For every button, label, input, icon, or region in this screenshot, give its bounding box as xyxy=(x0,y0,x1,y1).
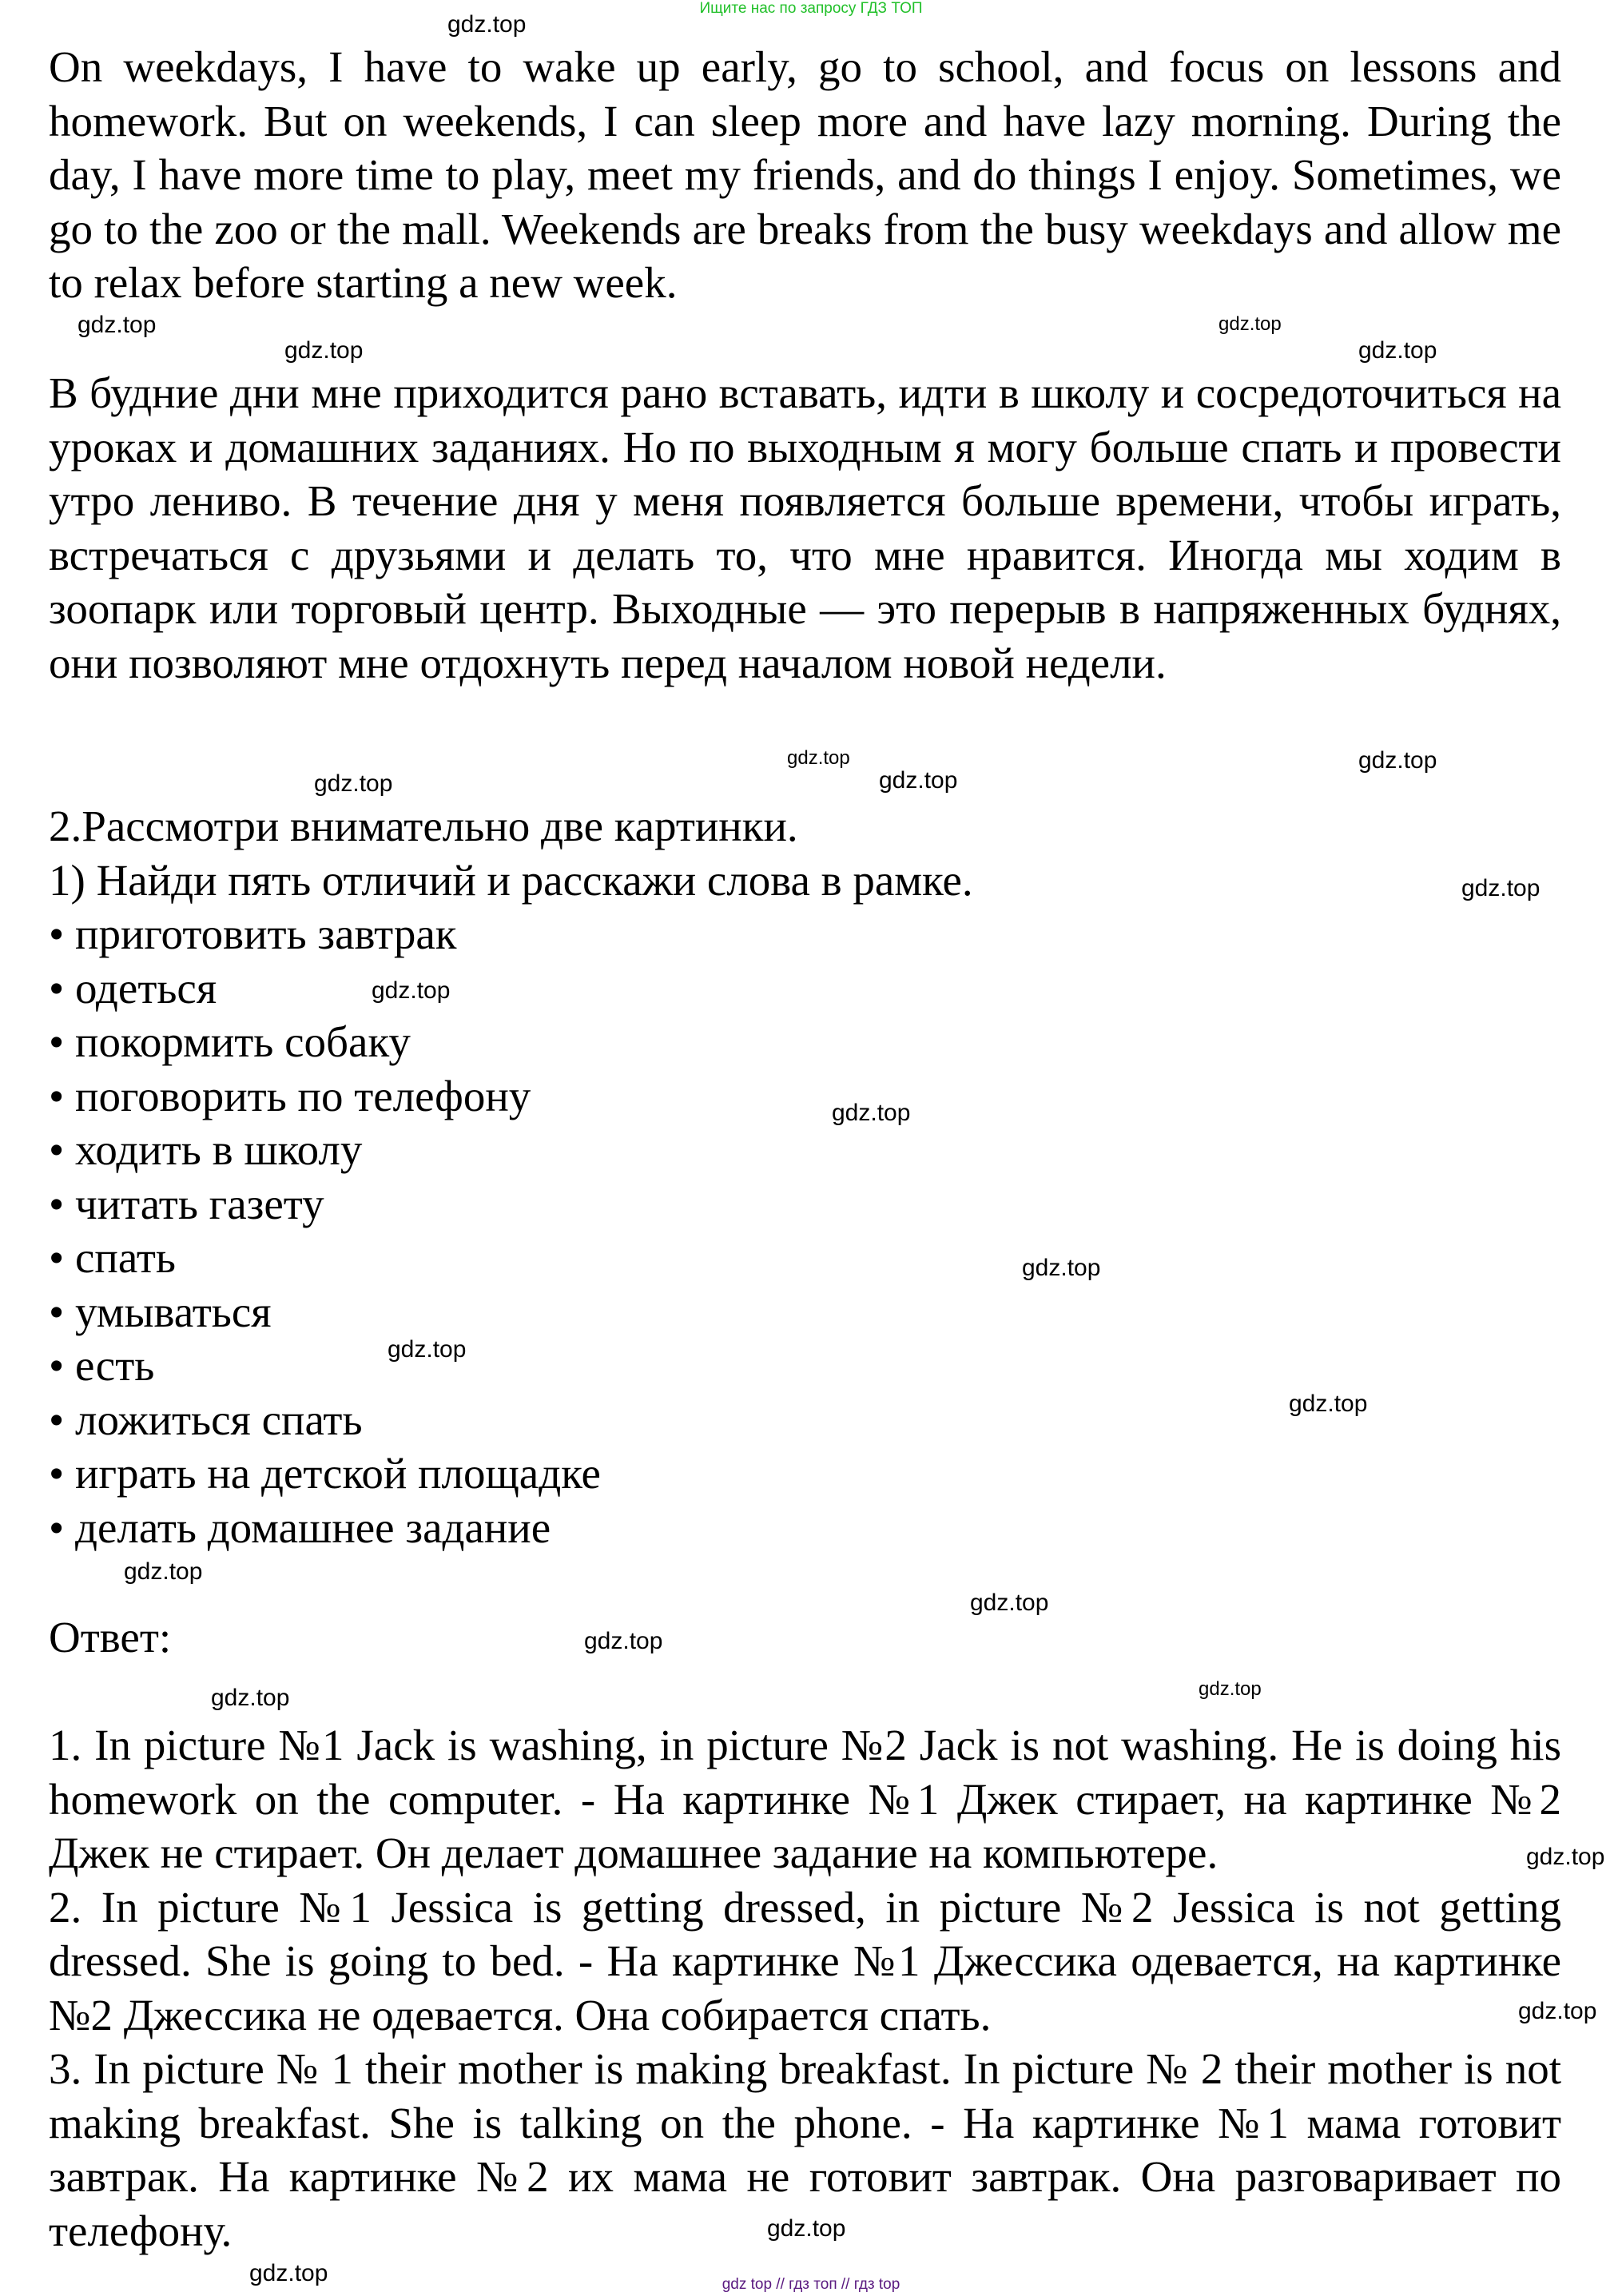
word-item: • покормить собаку xyxy=(49,1017,411,1066)
watermark: gdz.top xyxy=(1526,1844,1605,1870)
watermark: gdz.top xyxy=(1218,313,1282,335)
watermark: gdz.top xyxy=(124,1558,203,1585)
watermark: gdz.top xyxy=(284,337,364,364)
answers xyxy=(49,1718,1561,2258)
word-item: • ходить в школу xyxy=(49,1125,363,1174)
watermark: gdz.top xyxy=(767,2215,846,2242)
watermark: gdz.top xyxy=(1199,1678,1262,1700)
word-item: • есть xyxy=(49,1341,155,1390)
paragraph-russian: В будние дни мне приходится рано вставать, идти в школу и сосредоточиться на уроках и домашних заданиях. Но по выходным я могу больше спать и провести утро лениво. В течение дня у меня появляется больше времени, чтобы играть, встречаться с друзьями и делать то, что мне нравится. Иногда мы ходим в зоопарк или торговый центр. Выходные — это перерыв в напряженных буднях, они позволяют мне отдохнуть перед началом новой недели. xyxy=(49,368,1561,687)
watermark: gdz.top xyxy=(447,11,527,38)
watermark: gdz.top xyxy=(78,312,157,338)
watermark: gdz.top xyxy=(970,1590,1049,1616)
watermark: gdz.top xyxy=(372,977,451,1004)
word-item: • спать xyxy=(49,1233,176,1282)
watermark: gdz.top xyxy=(249,2260,328,2286)
watermark: gdz.top xyxy=(1022,1255,1101,1281)
watermark: gdz.top xyxy=(1289,1391,1368,1417)
word-item: • поговорить по телефону xyxy=(49,1071,531,1120)
watermark: gdz.top xyxy=(1461,875,1541,901)
word-item: • делать домашнее задание xyxy=(49,1502,551,1552)
top-banner[interactable]: Ищите нас по запросу ГДЗ ТОП xyxy=(699,0,923,17)
watermark: gdz.top xyxy=(1358,747,1437,774)
word-item: • играть на детской площадке xyxy=(49,1449,601,1498)
paragraph-english: On weekdays, I have to wake up early, go to school, and focus on lessons and homework. But on weekends, I can sleep more and have lazy morning. During the day, I have more time to play, meet my friends, and do things I enjoy. Sometimes, we go to the zoo or the mall. Weekends are breaks from the busy weekdays and allow me to relax before starting a new week. xyxy=(49,42,1561,307)
answer-item: 2. In picture №1 Jessica is getting dressed, in picture №2 Jessica is not getting dressed. She is going to bed. - На картинке №1 Джессика одевается, на картинке №2 Джессика не одевается. Она собирается спать. xyxy=(49,1882,1561,2039)
watermark: gdz.top xyxy=(1358,337,1437,364)
answer-label: Ответ: xyxy=(49,1613,172,1661)
watermark: gdz.top xyxy=(1518,1998,1597,2024)
watermark: gdz.top xyxy=(879,767,958,794)
task-subtitle: 1) Найди пять отличий и расскажи слова в рамке. xyxy=(49,855,973,905)
watermark: gdz.top xyxy=(211,1685,290,1711)
watermark: gdz.top xyxy=(832,1100,911,1126)
watermark: gdz.top xyxy=(388,1336,467,1363)
word-item: • ложиться спать xyxy=(49,1395,363,1444)
word-item: • одеться xyxy=(49,963,217,1013)
word-item: • умываться xyxy=(49,1287,272,1336)
word-item: • приготовить завтрак xyxy=(49,909,457,958)
answer-item: 3. In picture № 1 their mother is making breakfast. In picture № 2 their mother is not making breakfast. She is talking on the phone. - На картинке №1 мама готовит завтрак. На картинке №2 их мама не готовит завтрак. Она разговаривает по телефону. xyxy=(49,2044,1561,2255)
bottom-banner[interactable]: gdz top // гдз топ // гдз top xyxy=(722,2276,900,2293)
watermark: gdz.top xyxy=(584,1628,663,1654)
task-title: 2.Рассмотри внимательно две картинки. xyxy=(49,802,798,850)
word-item: • читать газету xyxy=(49,1179,324,1228)
watermark: gdz.top xyxy=(314,770,393,797)
task-section xyxy=(49,799,1561,1554)
answer-item: 1. In picture №1 Jack is washing, in picture №2 Jack is not washing. He is doing his homework on the computer. - На картинке №1 Джек стирает, на картинке №2 Джек не стирает. Он делает домашнее задание на компьютере. xyxy=(49,1721,1561,1877)
watermark: gdz.top xyxy=(787,747,850,769)
